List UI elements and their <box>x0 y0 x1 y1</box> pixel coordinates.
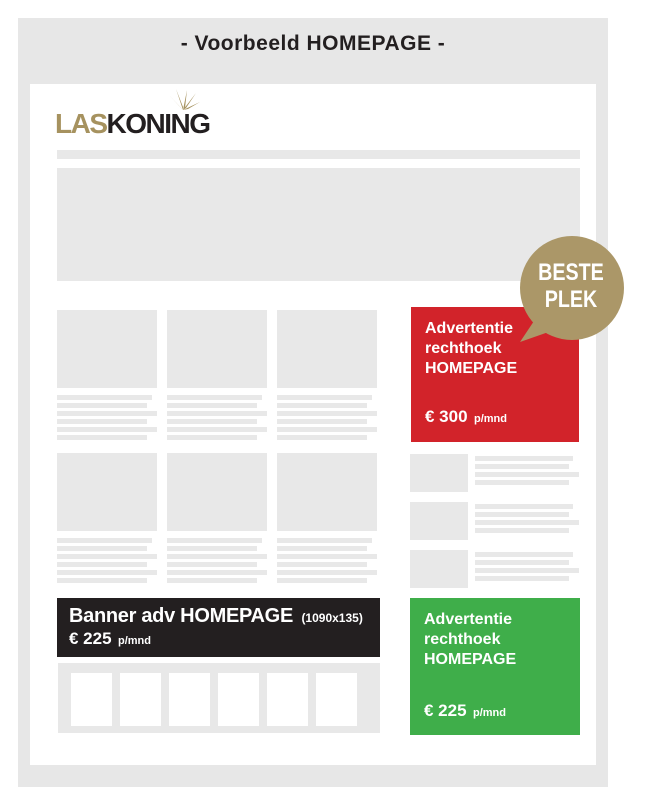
text-line-placeholder <box>57 435 147 440</box>
price-unit: p/mnd <box>473 707 506 719</box>
sidebar-text-placeholder <box>475 502 579 540</box>
text-line-placeholder <box>277 570 377 575</box>
site-logo <box>55 110 210 138</box>
price-amount: € 225 <box>424 701 467 720</box>
text-line-placeholder <box>167 395 262 400</box>
ad-price <box>425 407 569 427</box>
article-card-placeholder <box>277 310 377 440</box>
ad-banner-homepage <box>57 598 380 657</box>
text-line-placeholder <box>57 562 147 567</box>
text-line-placeholder <box>57 419 147 424</box>
article-image-placeholder <box>57 310 157 388</box>
text-line-placeholder <box>475 528 569 533</box>
hero-image-placeholder <box>57 168 580 281</box>
text-line-placeholder <box>475 512 569 517</box>
logo-text-las: LAS <box>55 108 107 139</box>
ad-title-line: Advertentie <box>425 320 514 337</box>
text-line-placeholder <box>277 562 367 567</box>
text-line-placeholder <box>277 435 367 440</box>
badge-line: PLEK <box>544 286 598 313</box>
article-image-placeholder <box>277 453 377 531</box>
ad-price <box>424 701 570 721</box>
banner-size-note: (1090x135) <box>301 611 363 625</box>
article-text-placeholder <box>277 538 377 583</box>
sidebar-text-placeholder <box>475 454 579 492</box>
sidebar-item-placeholder <box>410 502 580 540</box>
mockup-background-panel <box>18 18 608 787</box>
text-line-placeholder <box>57 546 147 551</box>
sidebar-image-placeholder <box>410 454 468 492</box>
text-line-placeholder <box>475 576 569 581</box>
article-card-placeholder <box>277 453 377 583</box>
text-line-placeholder <box>277 395 372 400</box>
text-line-placeholder <box>57 578 147 583</box>
partner-logo-placeholder <box>71 673 112 726</box>
text-line-placeholder <box>57 538 152 543</box>
text-line-placeholder <box>57 427 157 432</box>
partner-logo-strip <box>58 663 380 733</box>
partner-logo-placeholder <box>267 673 308 726</box>
text-line-placeholder <box>475 552 573 557</box>
article-card-placeholder <box>57 310 157 440</box>
text-line-placeholder <box>475 560 569 565</box>
text-line-placeholder <box>475 520 579 525</box>
partner-logo-placeholder <box>218 673 259 726</box>
text-line-placeholder <box>57 403 147 408</box>
text-line-placeholder <box>475 568 579 573</box>
text-line-placeholder <box>57 570 157 575</box>
price-unit: p/mnd <box>474 413 507 425</box>
text-line-placeholder <box>167 554 267 559</box>
text-line-placeholder <box>277 538 372 543</box>
partner-logo-placeholder <box>120 673 161 726</box>
sidebar-image-placeholder <box>410 550 468 588</box>
text-line-placeholder <box>277 411 377 416</box>
page-title: - Voorbeeld HOMEPAGE - <box>180 32 446 55</box>
sidebar-image-placeholder <box>410 502 468 540</box>
sidebar-text-placeholder <box>475 550 579 588</box>
badge-line: BESTE <box>538 259 604 286</box>
text-line-placeholder <box>277 403 367 408</box>
badge-text <box>524 259 617 313</box>
text-line-placeholder <box>167 570 267 575</box>
article-text-placeholder <box>57 538 157 583</box>
example-webpage <box>30 84 596 765</box>
text-line-placeholder <box>475 472 579 477</box>
text-line-placeholder <box>167 562 257 567</box>
text-line-placeholder <box>277 427 377 432</box>
text-line-placeholder <box>277 578 367 583</box>
text-line-placeholder <box>57 554 157 559</box>
text-line-placeholder <box>57 411 157 416</box>
text-line-placeholder <box>277 554 377 559</box>
text-line-placeholder <box>167 403 257 408</box>
price-amount: € 300 <box>425 407 468 426</box>
text-line-placeholder <box>167 578 257 583</box>
text-line-placeholder <box>167 435 257 440</box>
price-amount: € 225 <box>69 629 112 648</box>
banner-title: Banner adv HOMEPAGE <box>69 605 293 627</box>
sidebar-article-list <box>410 454 580 598</box>
ad-rect-homepage-bottom <box>410 598 580 735</box>
text-line-placeholder <box>475 504 573 509</box>
ad-title-line: HOMEPAGE <box>424 651 517 668</box>
partner-logo-placeholder <box>169 673 210 726</box>
article-text-placeholder <box>277 395 377 440</box>
ad-title-line: rechthoek <box>425 340 502 357</box>
logo-text-koning: KONING <box>106 108 210 139</box>
crown-burst-icon <box>166 89 200 110</box>
banner-title-row <box>69 605 380 628</box>
ad-title-line: rechthoek <box>424 631 501 648</box>
article-card-placeholder <box>167 453 267 583</box>
price-unit: p/mnd <box>118 635 151 647</box>
article-image-placeholder <box>167 310 267 388</box>
sidebar-item-placeholder <box>410 454 580 492</box>
text-line-placeholder <box>167 427 267 432</box>
article-grid <box>57 310 378 583</box>
text-line-placeholder <box>475 480 569 485</box>
article-card-placeholder <box>167 310 267 440</box>
text-line-placeholder <box>167 411 267 416</box>
text-line-placeholder <box>475 456 573 461</box>
article-text-placeholder <box>57 395 157 440</box>
partner-logo-placeholder <box>316 673 357 726</box>
text-line-placeholder <box>57 395 152 400</box>
text-line-placeholder <box>277 546 367 551</box>
article-card-placeholder <box>57 453 157 583</box>
article-image-placeholder <box>57 453 157 531</box>
sidebar-item-placeholder <box>410 550 580 588</box>
text-line-placeholder <box>167 419 257 424</box>
article-text-placeholder <box>167 395 267 440</box>
article-text-placeholder <box>167 538 267 583</box>
text-line-placeholder <box>475 464 569 469</box>
ad-price <box>69 629 380 649</box>
text-line-placeholder <box>167 546 257 551</box>
article-image-placeholder <box>277 310 377 388</box>
article-image-placeholder <box>167 453 267 531</box>
text-line-placeholder <box>167 538 262 543</box>
ad-title-line: HOMEPAGE <box>425 360 518 377</box>
text-line-placeholder <box>277 419 367 424</box>
nav-bar-placeholder <box>57 150 580 159</box>
ad-title-line: Advertentie <box>424 611 513 628</box>
beste-plek-badge <box>514 232 630 348</box>
